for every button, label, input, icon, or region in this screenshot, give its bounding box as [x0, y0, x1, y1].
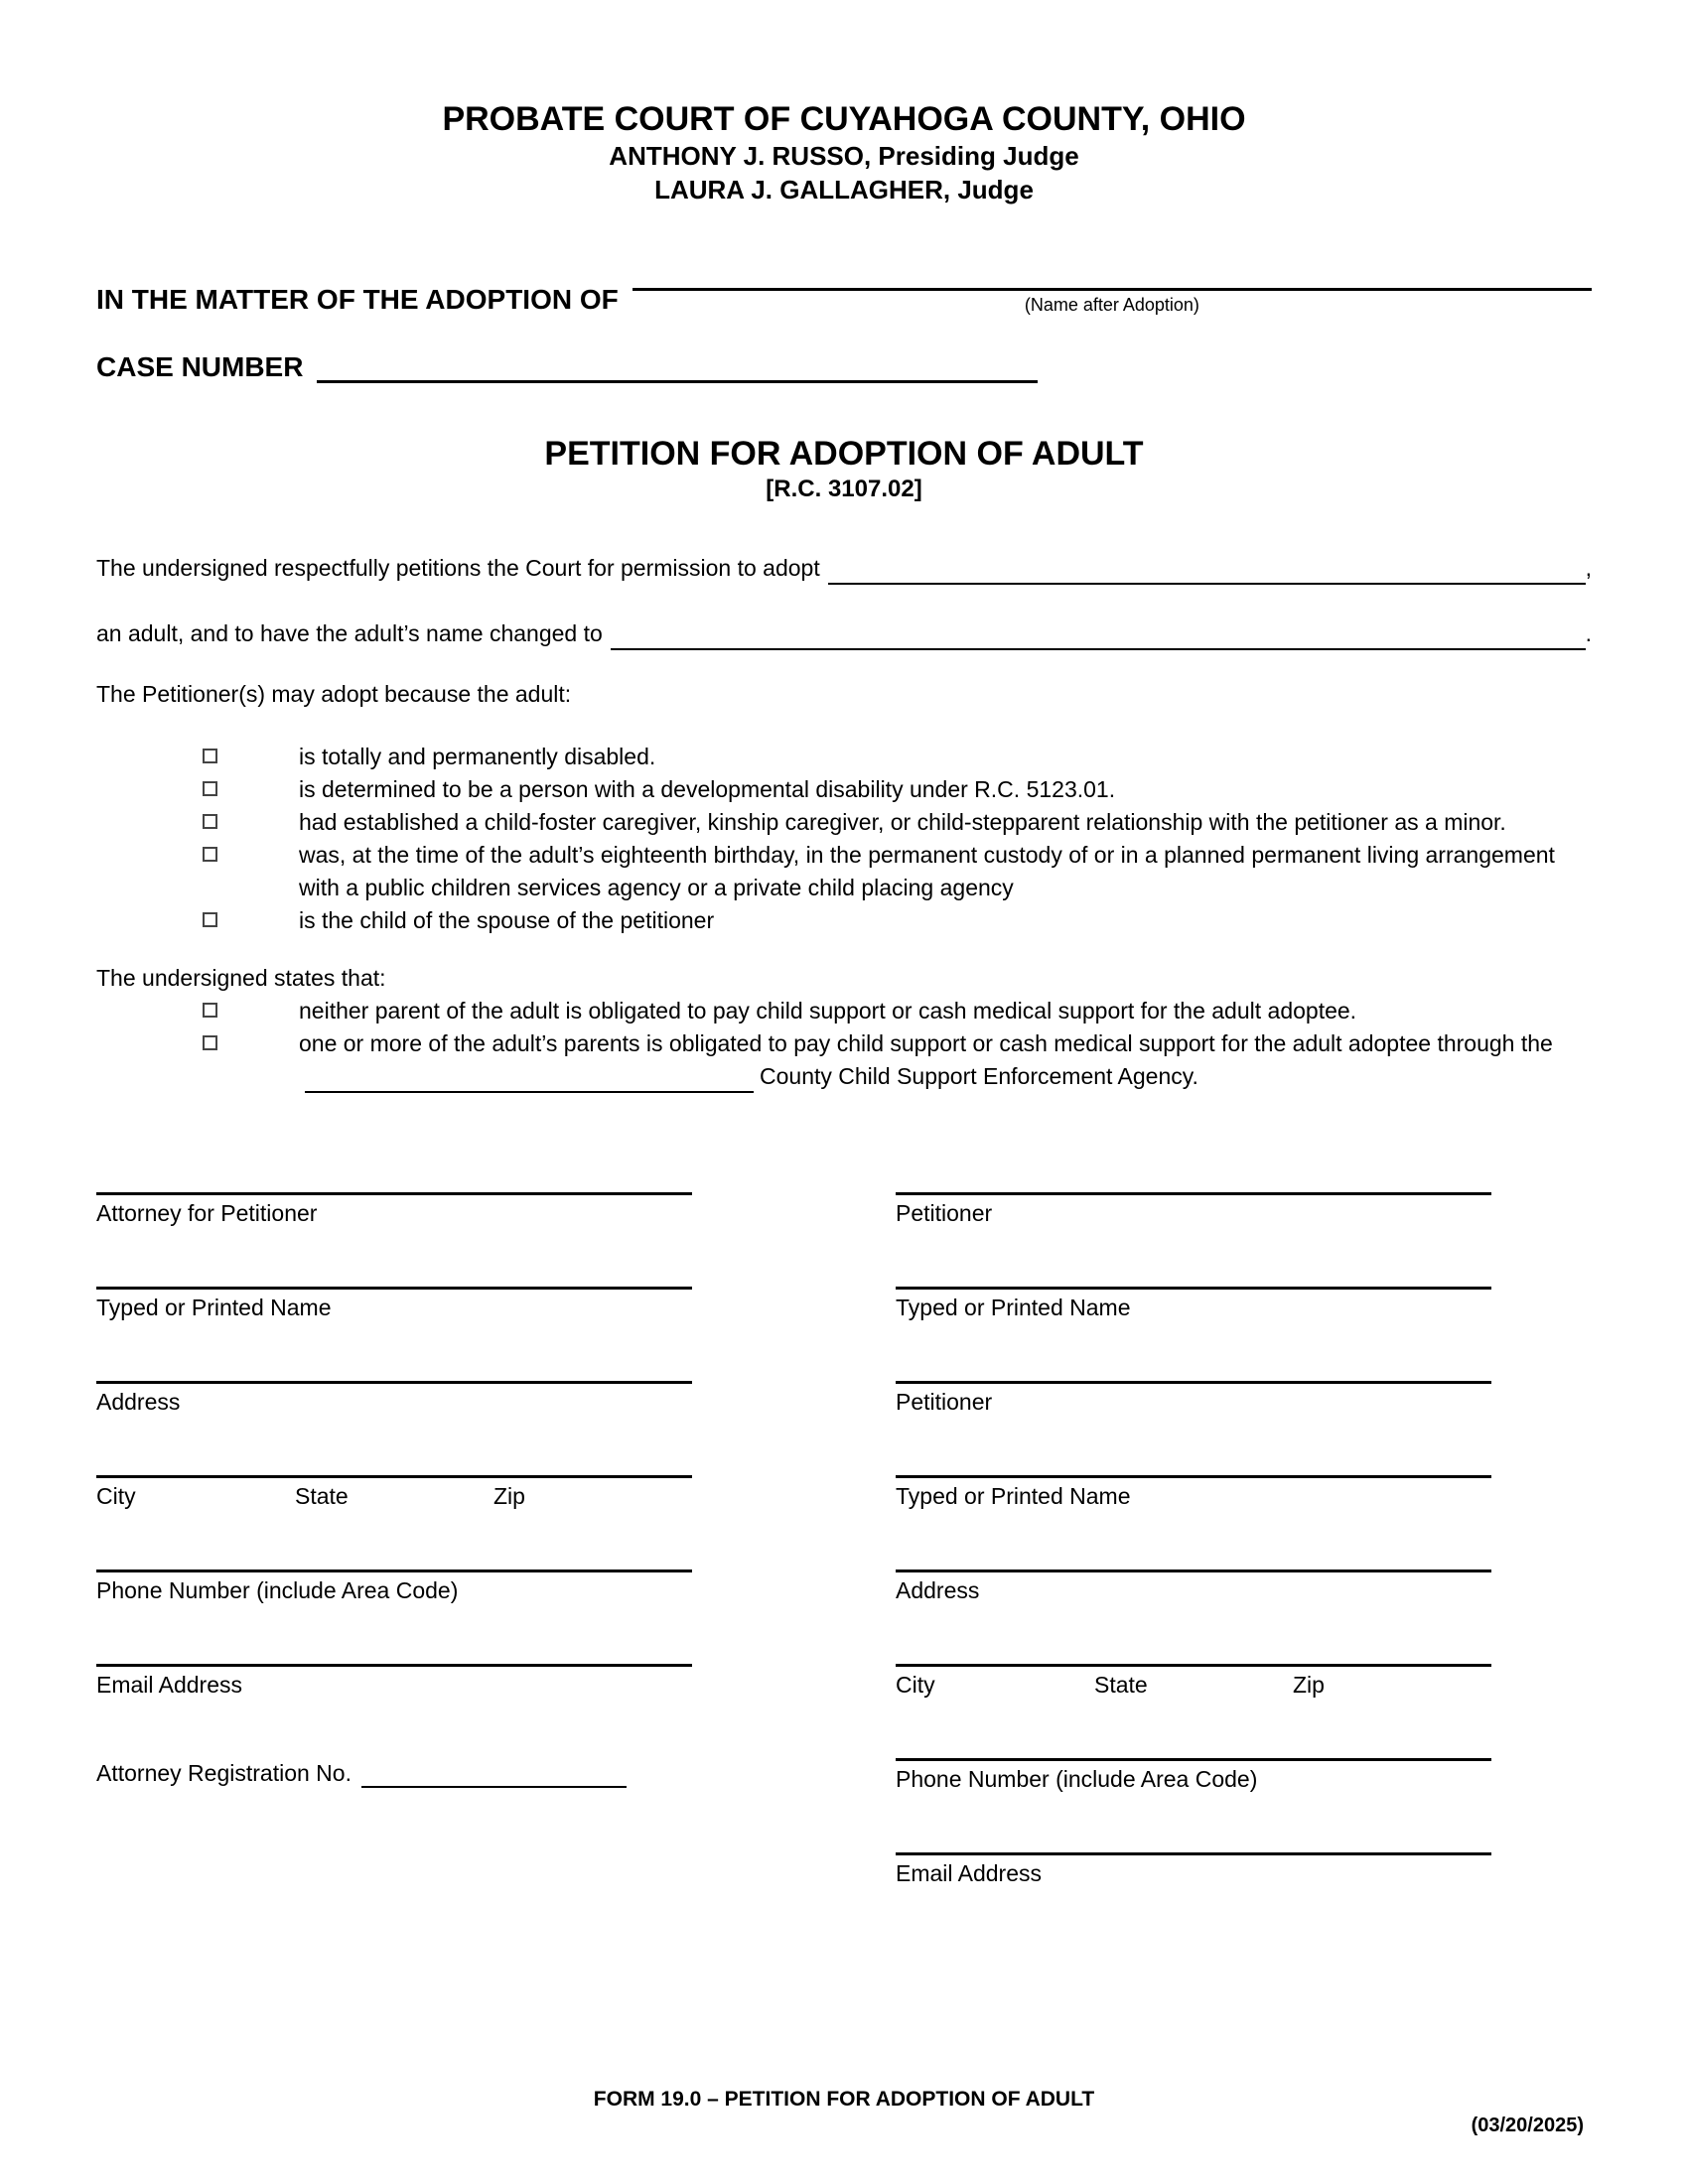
reason-item-disabled [96, 741, 1592, 773]
checkbox-no-support-obligation[interactable] [203, 1003, 217, 1018]
petitioner1-printed-name-label: Typed or Printed Name [896, 1295, 1131, 1320]
presiding-judge-line: ANTHONY J. RUSSO, Presiding Judge [609, 141, 1079, 171]
statement-item-text-pre: one or more of the adult’s parents is obligated to pay child support or cash medical support for the adult adoptee through the [299, 1030, 1553, 1056]
attorney-city-state-zip-field [96, 1475, 692, 1511]
reasons-checklist [96, 741, 1592, 937]
statements-lead: The undersigned states that: [96, 965, 386, 991]
petition-line-1-punct: , [1585, 555, 1592, 581]
petitioner-city-state-zip-field [896, 1664, 1491, 1700]
county-blank-line[interactable] [305, 1069, 754, 1093]
attorney-phone-field [96, 1570, 692, 1605]
judge-line: LAURA J. GALLAGHER, Judge [654, 175, 1034, 205]
checkbox-permanent-custody[interactable] [203, 847, 217, 862]
petitioner-state-label: State [1094, 1672, 1148, 1698]
attorney-signature-label: Attorney for Petitioner [96, 1200, 318, 1226]
petition-line-2 [96, 617, 1592, 650]
petition-line-2-punct: . [1585, 620, 1592, 646]
petitioner-email-label: Email Address [896, 1860, 1043, 1886]
reason-item-label: is the child of the spouse of the petitioner [299, 907, 715, 933]
attorney-city-label: City [96, 1483, 136, 1509]
reason-item-label: is determined to be a person with a developmental disability under R.C. 5123.01. [299, 776, 1116, 802]
attorney-state-label: State [295, 1483, 349, 1509]
checkbox-disabled[interactable] [203, 749, 217, 763]
reason-item-child-of-spouse [96, 904, 1592, 937]
form-footer-label: FORM 19.0 – PETITION FOR ADOPTION OF ADULT [593, 2088, 1095, 2111]
petitioner1-printed-name-field [896, 1287, 1491, 1322]
name-after-adoption-field [633, 261, 1592, 316]
attorney-signature-field [96, 1192, 692, 1228]
attorney-printed-name-label: Typed or Printed Name [96, 1295, 332, 1320]
checkbox-caregiver-relationship[interactable] [203, 814, 217, 829]
name-after-adoption-blank-line[interactable] [633, 261, 1592, 291]
statute-reference: [R.C. 3107.02] [766, 476, 922, 502]
reason-item-label: is totally and permanently disabled. [299, 744, 656, 769]
petitioner-column [896, 1192, 1491, 1947]
reason-item-developmental-disability [96, 773, 1592, 806]
petition-line-1 [96, 552, 1592, 585]
attorney-printed-name-field [96, 1287, 692, 1322]
attorney-phone-label: Phone Number (include Area Code) [96, 1577, 459, 1603]
petitioner2-printed-name-field [896, 1475, 1491, 1511]
statements-checklist [96, 995, 1592, 1093]
new-name-blank-line[interactable] [611, 624, 1586, 650]
signature-section [96, 1192, 1592, 1947]
petitioner-city-label: City [896, 1672, 935, 1698]
form-revision-date: (03/20/2025) [1471, 2115, 1584, 2136]
checkbox-support-obligation[interactable] [203, 1035, 217, 1050]
petitioner1-signature-label: Petitioner [896, 1200, 993, 1226]
petitioner-phone-label: Phone Number (include Area Code) [896, 1766, 1258, 1792]
reasons-lead: The Petitioner(s) may adopt because the adult: [96, 681, 572, 707]
petitioner2-signature-label: Petitioner [896, 1389, 993, 1415]
statement-item-support-obligated [96, 1027, 1592, 1093]
attorney-email-field [96, 1664, 692, 1700]
attorney-address-field [96, 1381, 692, 1417]
matter-row [96, 261, 1592, 316]
petitioner1-signature-field [896, 1192, 1491, 1228]
name-after-adoption-caption: (Name after Adoption) [1024, 295, 1199, 315]
attorney-column [96, 1192, 692, 1947]
attorney-registration-blank-line[interactable] [361, 1762, 627, 1788]
attorney-address-label: Address [96, 1389, 181, 1415]
case-number-label: CASE NUMBER [96, 351, 304, 382]
page-title: PETITION FOR ADOPTION OF ADULT [544, 435, 1144, 473]
petitioner2-signature-field [896, 1381, 1491, 1417]
reason-item-permanent-custody [96, 839, 1592, 904]
petitioner-phone-field [896, 1758, 1491, 1794]
case-number-row [96, 351, 1592, 383]
statement-item-text-post: County Child Support Enforcement Agency. [760, 1063, 1198, 1089]
petitioner-address-field [896, 1570, 1491, 1605]
checkbox-developmental-disability[interactable] [203, 781, 217, 796]
attorney-zip-label: Zip [493, 1483, 525, 1509]
statement-item-label: neither parent of the adult is obligated to pay child support or cash medical support for the adult adoptee. [299, 998, 1357, 1024]
checkbox-child-of-spouse[interactable] [203, 912, 217, 927]
reason-item-caregiver-relationship [96, 806, 1592, 839]
adoptee-name-blank-line[interactable] [828, 559, 1586, 585]
reason-item-label: had established a child-foster caregiver, kinship caregiver, or child-stepparent relationship with the petitioner as a minor. [299, 809, 1506, 835]
case-number-blank-line[interactable] [317, 353, 1038, 383]
attorney-registration-field [96, 1758, 692, 1788]
petition-line-1-text: The undersigned respectfully petitions the Court for permission to adopt [96, 555, 820, 581]
petition-line-2-text: an adult, and to have the adult’s name changed to [96, 620, 603, 646]
attorney-email-label: Email Address [96, 1672, 243, 1698]
statement-item-no-support [96, 995, 1592, 1027]
petitioner-zip-label: Zip [1293, 1672, 1325, 1698]
petitioner2-printed-name-label: Typed or Printed Name [896, 1483, 1131, 1509]
petitioner-address-label: Address [896, 1577, 980, 1603]
attorney-registration-label: Attorney Registration No. [96, 1760, 352, 1786]
petitioner-email-field [896, 1852, 1491, 1888]
reason-item-label: was, at the time of the adult’s eighteenth birthday, in the permanent custody of or in a planned permanent living arrangement with a public children services agency or a private child placing agency [299, 842, 1555, 900]
statement-item-label [299, 1027, 1592, 1093]
matter-label: IN THE MATTER OF THE ADOPTION OF [96, 284, 619, 315]
court-title: PROBATE COURT OF CUYAHOGA COUNTY, OHIO [442, 100, 1246, 138]
